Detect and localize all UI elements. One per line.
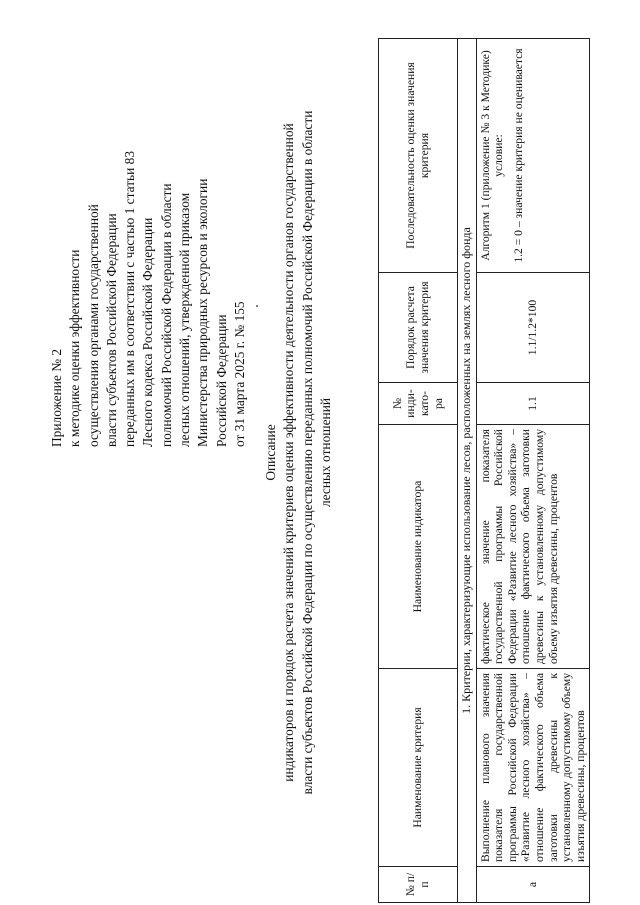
row-criterion: Выполнение планового значения показателя государственной программы Российской Федерации «Развитие лесного хозяйства» – отношение фактического объема заготовки древесины к установленному допустимому объему изъятия древесины, процентов: [476, 669, 590, 867]
row-calculation: 1.1/1.2*100: [476, 273, 590, 383]
title-line: власти субъектов Российской Федерации по осуществлению переданных полномочий Российской Федерации в области: [299, 110, 315, 795]
row-indicator-number: 1.1: [476, 383, 590, 425]
sequence-formula: 1.2 = 0 – значение критерия не оценивается: [511, 48, 525, 263]
section-title: 1. Критерии, характеризующие использование лесов, расположенных на землях лесного фонда: [458, 39, 477, 903]
header-calculation: Порядок расчета значения критерия: [379, 273, 458, 383]
appendix-block: [48, 27, 249, 447]
row-num: а: [476, 867, 590, 903]
sequence-algorithm: Алгоритм 1 (приложение № 3 к Методике): [478, 50, 492, 261]
header-indicator: Наименование индикатора: [379, 425, 458, 669]
sequence-condition: условие:: [492, 134, 506, 177]
scan-speck: [256, 305, 258, 307]
table-header-row: [379, 39, 458, 903]
criteria-table: [378, 38, 590, 903]
row-indicator: фактическое значение показателя государственной программы Российской Федерации «Развитие лесного хозяйства» – отношение фактического объема заготовки древесины к установленному допустимому объему изъятия древесины, процентов: [476, 425, 590, 669]
appendix-line: к методике оценки эффективности: [67, 249, 83, 447]
appendix-line: лесных отношений, утвержденной приказом: [177, 192, 193, 447]
appendix-line: полномочий Российской Федерации в области: [158, 183, 174, 447]
appendix-line: осуществления органами государственной: [85, 204, 101, 447]
document-title: [262, 60, 335, 845]
appendix-line: Приложение № 2: [49, 348, 64, 447]
appendix-line: от 31 марта 2025 г. № 155: [231, 301, 247, 447]
title-line: индикаторов и порядок расчета значений критериев оценки эффективности деятельности органов государственной: [281, 123, 297, 782]
appendix-line: Российской Федерации: [213, 314, 229, 447]
title-line: лесных отношений: [317, 397, 333, 508]
table-row: [476, 39, 590, 903]
appendix-line: Лесного кодекса Российской Федерации: [140, 217, 156, 447]
section-row: [458, 39, 477, 903]
title-heading: Описание: [263, 424, 278, 481]
header-indicator-number: № инди-като-ра: [379, 383, 458, 425]
row-sequence: [476, 39, 590, 273]
appendix-line: власти субъектов Российской Федерации: [103, 213, 119, 447]
header-criterion: Наименование критерия: [379, 669, 458, 867]
appendix-line: Министерства природных ресурсов и экологии: [195, 178, 211, 447]
appendix-line: переданных им в соответствии с частью 1 статьи 83: [122, 150, 138, 447]
header-num: № п/п: [379, 867, 458, 903]
header-sequence: Последовательность оценки значения критерия: [379, 39, 458, 273]
